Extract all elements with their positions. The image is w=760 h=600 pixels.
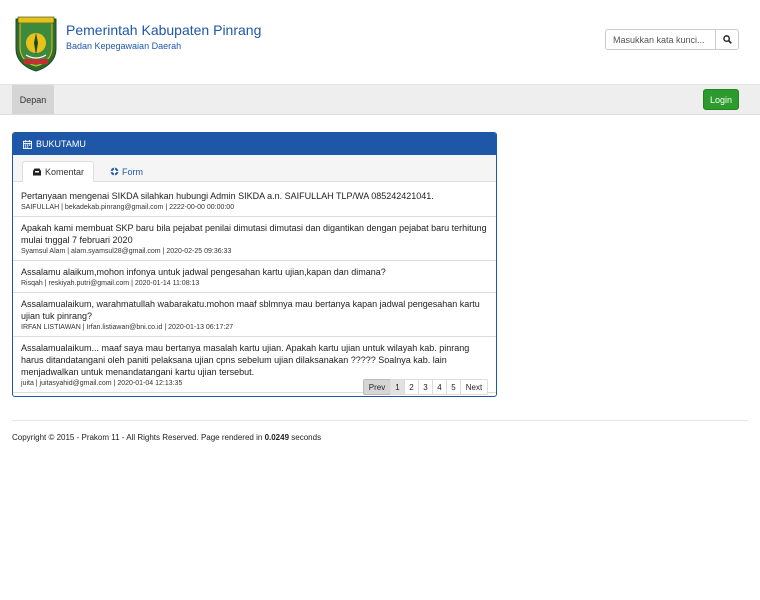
navbar xyxy=(0,84,760,115)
comment-meta: SAIFULLAH | bekadekab.pinrang@gmail.com | 2222-00-00 00:00:00 xyxy=(21,204,235,211)
pagination-prev[interactable]: Prev xyxy=(363,379,391,395)
inbox-icon xyxy=(32,168,42,176)
pagination-page-1[interactable]: 1 xyxy=(390,379,405,395)
comment-item xyxy=(13,217,496,261)
footer-seconds: seconds xyxy=(291,433,322,442)
tab-komentar[interactable] xyxy=(22,161,94,182)
comment-meta: Syamsul Alam | alam.syamsul28@gmail.com | 2020-02-25 09:36:33 xyxy=(21,248,232,255)
site-title: Pemerintah Kabupaten Pinrang xyxy=(66,22,262,38)
pagination xyxy=(363,379,488,395)
pagination-page-4[interactable]: 4 xyxy=(432,379,447,395)
panel-title: BUKUTAMU xyxy=(36,139,86,149)
calendar-icon xyxy=(23,140,32,149)
comment-item xyxy=(13,293,496,337)
pagination-page-5[interactable]: 5 xyxy=(446,379,461,395)
panel-heading xyxy=(13,133,496,155)
pagination-next[interactable]: Next xyxy=(460,379,488,395)
tabs-bar xyxy=(13,155,496,182)
comment-list xyxy=(13,182,496,393)
nav-home[interactable]: Depan xyxy=(12,85,54,114)
search-button[interactable] xyxy=(715,30,738,49)
tab-label: Form xyxy=(122,166,143,177)
site-subtitle: Badan Kepegawaian Daerah xyxy=(66,41,182,51)
pinrang-logo xyxy=(12,15,60,73)
pagination-page-2[interactable]: 2 xyxy=(404,379,419,395)
tab-form[interactable] xyxy=(101,161,152,182)
comment-message: Assalamualaikum... maaf saya mau bertanya masalah kartu ujian. Apakah kartu ujian untuk wilayah kab. pinrang harus ditandatangani oleh paniti pelaksana ujian cpns sebelum ujian dilaksanakan ????? Soalnya kab. lain menjadwalkan untuk menandatangani kartu ujian tersebut. xyxy=(21,343,470,377)
comment-message: Assalamu alaikum,mohon infonya untuk jadwal pengesahan kartu ujian,kapan dan dimana? xyxy=(21,267,386,277)
footer-copyright: Copyright © 2015 - Prakom 11 - All Rights Reserved. Page rendered in xyxy=(12,433,263,442)
footer-render-time: 0.0249 xyxy=(264,433,290,442)
comment-item xyxy=(13,261,496,293)
comment-item xyxy=(13,182,496,217)
footer-divider xyxy=(12,420,748,421)
search-icon xyxy=(723,35,732,44)
pagination-page-3[interactable]: 3 xyxy=(418,379,433,395)
comment-meta: Risqah | reskiyah.putri@gmail.com | 2020-01-14 11:08:13 xyxy=(21,280,200,287)
comment-message: Pertanyaan mengenai SIKDA silahkan hubungi Admin SIKDA a.n. SAIFULLAH TLP/WA 085242421041. xyxy=(21,191,434,201)
search-input[interactable] xyxy=(606,30,715,49)
site-header xyxy=(0,0,760,84)
tab-label: Komentar xyxy=(45,166,85,177)
login-button[interactable]: Login xyxy=(703,89,739,110)
comment-message: Assalamualaikum, warahmatullah wabarakatu.mohon maaf sblmnya mau bertanya kapan jadwal pengesahan kartu ujian tuk pinrang? xyxy=(21,299,480,321)
search-box xyxy=(605,29,739,50)
comment-meta: IRFAN LISTIAWAN | Irfan.listiawan@bni.co.id | 2020-01-13 06:17:27 xyxy=(21,324,234,331)
footer xyxy=(12,433,321,442)
guestbook-panel xyxy=(12,132,497,397)
life-ring-icon xyxy=(110,167,119,176)
comment-meta: juita | juitasyahid@gmail.com | 2020-01-04 12:13:35 xyxy=(21,380,183,387)
comment-message: Apakah kami membuat SKP baru bila pejabat penilai dimutasi dimutasi dan digantikan dengan pejabat baru terhitung mulai tnggal 7 februari 2020 xyxy=(21,223,487,245)
